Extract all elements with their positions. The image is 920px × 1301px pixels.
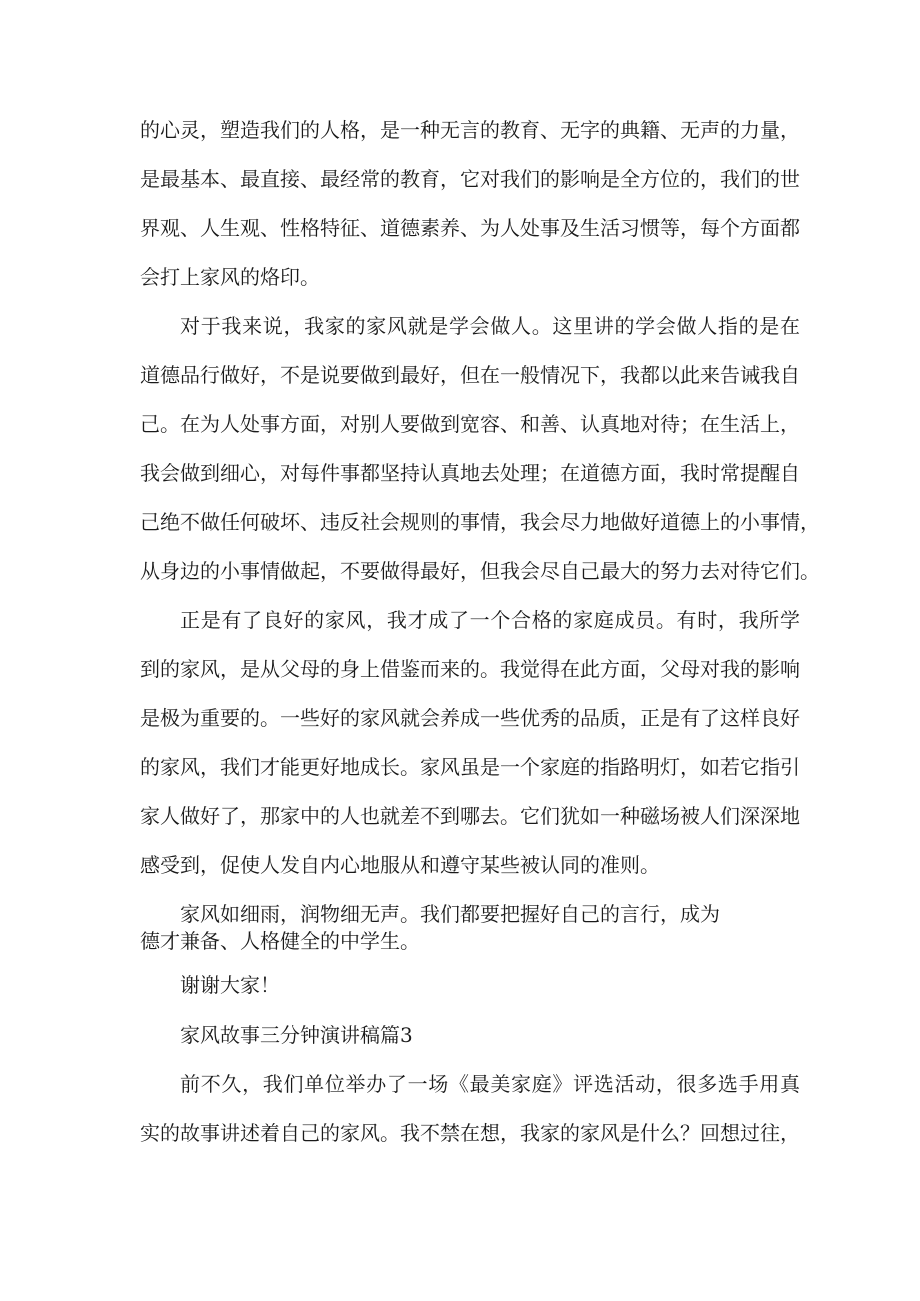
paragraph-3-line-6: 感受到，促使人发自内心地服从和遵守某些被认同的准则。 xyxy=(140,853,660,877)
paragraph-4-line-2: 德才兼备、人格健全的中学生。 xyxy=(140,929,420,953)
paragraph-1-line-1: 的心灵，塑造我们的人格，是一种无言的教育、无字的典籍、无声的力量， xyxy=(140,118,800,142)
paragraph-5-line-2: 实的故事讲述着自己的家风。我不禁在想，我家的家风是什么？回想过往， xyxy=(140,1121,800,1145)
paragraph-2-line-1: 对于我来说，我家的家风就是学会做人。这里讲的学会做人指的是在 xyxy=(180,314,800,338)
paragraph-2-line-2: 道德品行做好，不是说要做到最好，但在一般情况下，我都以此来告诫我自 xyxy=(140,363,800,387)
paragraph-1-line-3: 界观、人生观、性格特征、道德素养、为人处事及生活习惯等，每个方面都 xyxy=(140,216,800,240)
paragraph-3-line-2: 到的家风，是从父母的身上借鉴而来的。我觉得在此方面，父母对我的影响 xyxy=(140,657,800,681)
section-title: 家风故事三分钟演讲稿篇3 xyxy=(180,1023,413,1047)
paragraph-1-line-4: 会打上家风的烙印。 xyxy=(140,265,320,289)
paragraph-3-line-1: 正是有了良好的家风，我才成了一个合格的家庭成员。有时，我所学 xyxy=(180,608,800,632)
paragraph-2-line-3: 己。在为人处事方面，对别人要做到宽容、和善、认真地对待；在生活上， xyxy=(140,412,800,436)
paragraph-3-line-3: 是极为重要的。一些好的家风就会养成一些优秀的品质，正是有了这样良好 xyxy=(140,706,800,730)
closing-thanks: 谢谢大家！ xyxy=(180,973,280,997)
paragraph-2-line-4: 我会做到细心，对每件事都坚持认真地去处理；在道德方面，我时常提醒自 xyxy=(140,461,800,485)
paragraph-5-line-1: 前不久，我们单位举办了一场《最美家庭》评选活动，很多选手用真 xyxy=(180,1072,800,1096)
paragraph-2-line-6: 从身边的小事情做起，不要做得最好，但我会尽自己最大的努力去对待它们。 xyxy=(140,559,820,583)
paragraph-4-line-1: 家风如细雨，润物细无声。我们都要把握好自己的言行，成为 xyxy=(180,902,720,926)
paragraph-1-line-2: 是最基本、最直接、最经常的教育，它对我们的影响是全方位的，我们的世 xyxy=(140,167,800,191)
paragraph-2-line-5: 己绝不做任何破坏、违反社会规则的事情，我会尽力地做好道德上的小事情， xyxy=(140,510,820,534)
paragraph-3-line-4: 的家风，我们才能更好地成长。家风虽是一个家庭的指路明灯，如若它指引 xyxy=(140,755,800,779)
paragraph-3-line-5: 家人做好了，那家中的人也就差不到哪去。它们犹如一种磁场被人们深深地 xyxy=(140,804,800,828)
